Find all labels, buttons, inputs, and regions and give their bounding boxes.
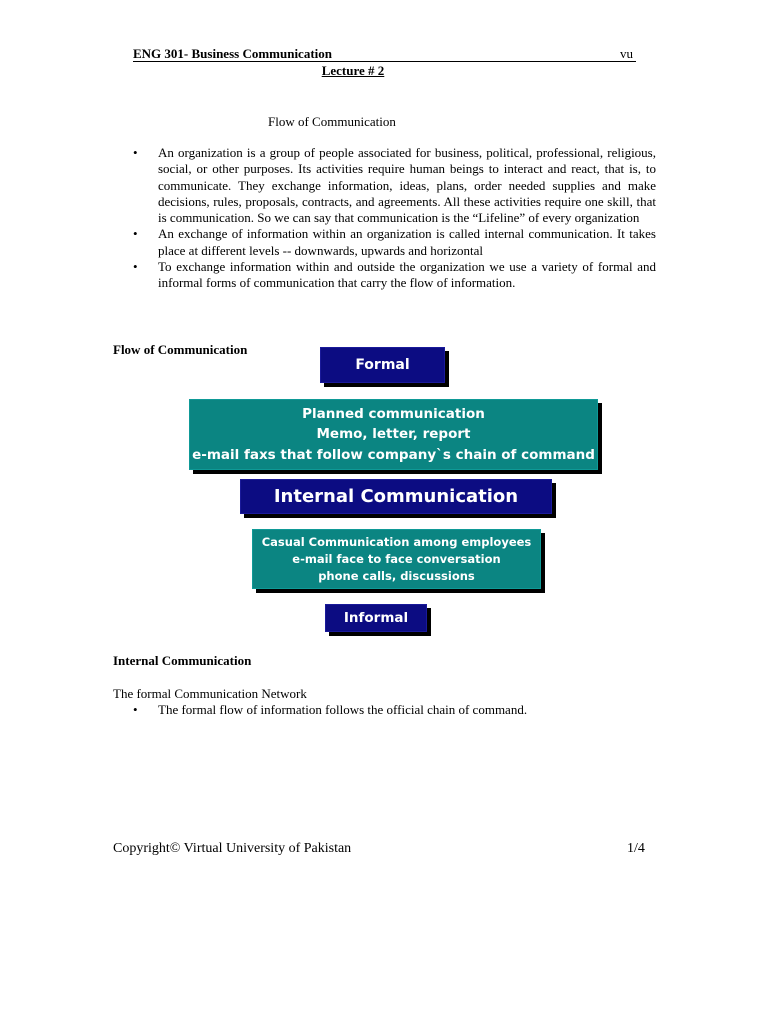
bullet-icon: • <box>133 145 138 160</box>
intro-bullet-list <box>113 145 656 292</box>
casual-communication-box <box>252 529 541 589</box>
informal-box <box>325 604 427 632</box>
planned-line: Memo, letter, report <box>316 426 471 443</box>
informal-label: Informal <box>343 610 409 626</box>
casual-line: phone calls, discussions <box>318 568 475 583</box>
page-title: Flow of Communication <box>268 114 396 129</box>
list-item-text: To exchange information within and outside the organization we use a variety of formal and informal forms of communication that carry the flow of information. <box>158 259 656 291</box>
lecture-number: Lecture # 2 <box>321 63 385 78</box>
bullet-icon: • <box>133 259 138 275</box>
bullet-icon: • <box>133 702 138 717</box>
casual-line: e-mail face to face conversation <box>292 551 501 566</box>
org-abbreviation: vu <box>620 46 633 61</box>
formal-box <box>320 347 445 383</box>
list-item <box>113 145 656 226</box>
list-item <box>113 702 656 718</box>
list-item <box>113 226 656 259</box>
header-rule <box>133 61 636 62</box>
casual-line: Casual Communication among employees <box>261 534 532 549</box>
list-item-text: An organization is a group of people associated for business, political, professional, religious, social, or other purposes. Its activities require human beings to interact and react, that is, to communicate. They exchange information, ideas, plans, order needed supplies and make decisions, rules, proposals, contracts, and agreements. All these activities require one skill, that is communication. So we can say that communication is the “Lifeline” of every organization <box>158 145 656 226</box>
page-number: 1/4 <box>627 841 645 856</box>
list-item-text: The formal flow of information follows the official chain of command. <box>158 702 528 717</box>
list-item <box>113 259 656 292</box>
section-bullet-list <box>113 702 656 718</box>
formal-label: Formal <box>355 357 410 373</box>
planned-communication-box <box>189 399 598 470</box>
planned-line: Planned communication <box>302 405 485 422</box>
list-item-text: An exchange of information within an organization is called internal communication. It takes place at different levels -- downwards, upwards and horizontal <box>158 226 656 258</box>
planned-line: e-mail faxs that follow company`s chain of command <box>192 446 595 463</box>
course-title: ENG 301- Business Communication <box>133 46 332 61</box>
internal-label: Internal Communication <box>273 486 519 507</box>
diagram-label: Flow of Communication <box>113 342 248 357</box>
internal-communication-box <box>240 479 552 514</box>
section-heading: Internal Communication <box>113 653 252 668</box>
bullet-icon: • <box>133 226 138 242</box>
copyright: Copyright© Virtual University of Pakistan <box>113 841 352 856</box>
section-subheading: The formal Communication Network <box>113 686 307 701</box>
